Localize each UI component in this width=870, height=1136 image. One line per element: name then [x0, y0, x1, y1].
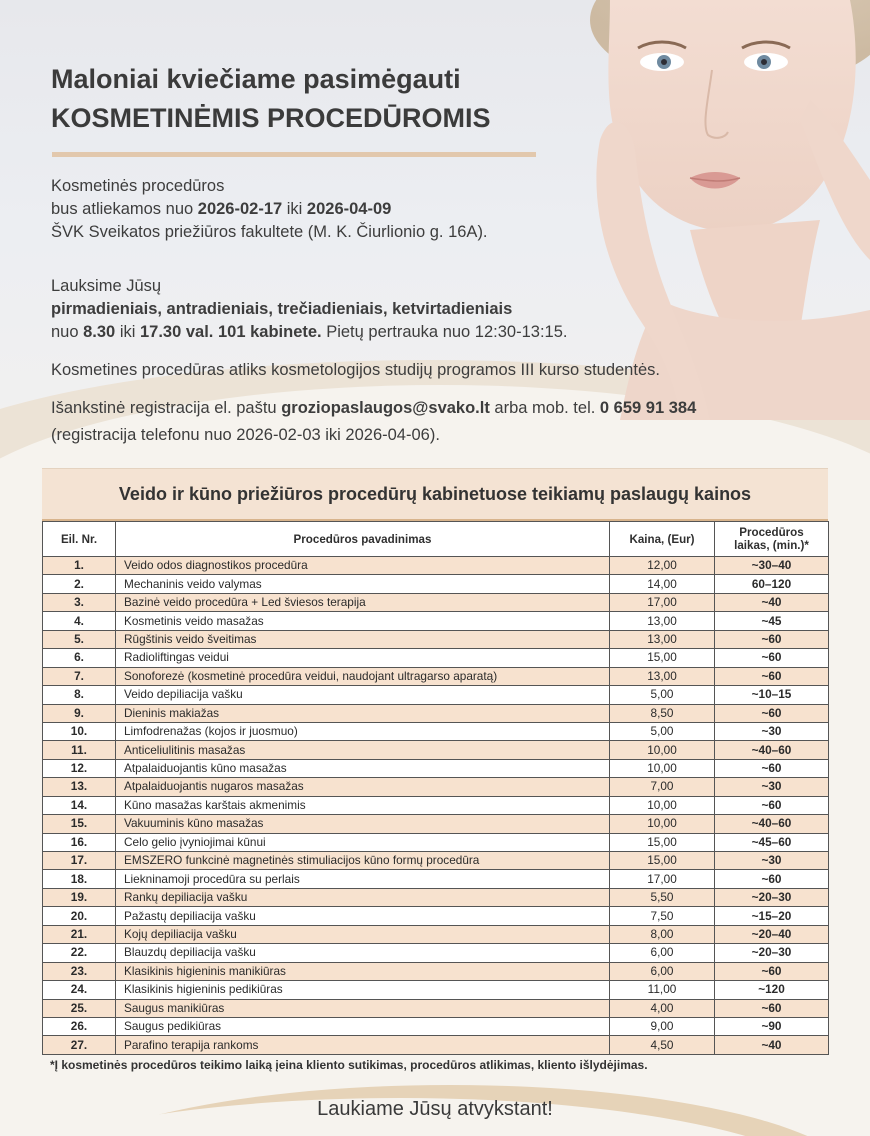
cell-price: 13,00 [610, 630, 715, 648]
cell-price: 17,00 [610, 870, 715, 888]
info-line-registration-period: (registracija telefonu nuo 2026-02-03 iki 2026-04-06). [51, 426, 440, 444]
table-row [43, 1017, 829, 1035]
cell-price: 8,00 [610, 925, 715, 943]
cell-price: 6,00 [610, 962, 715, 980]
cell-nr: 27. [43, 1036, 116, 1054]
price-table-title: Veido ir kūno priežiūros procedūrų kabinetuose teikiamų paslaugų kainos [42, 468, 828, 521]
table-row [43, 870, 829, 888]
cell-nr: 1. [43, 557, 116, 575]
cell-duration: ~20–30 [715, 944, 829, 962]
closing-message: Laukiame Jūsų atvykstant! [317, 1098, 553, 1120]
table-row [43, 778, 829, 796]
cell-nr: 20. [43, 907, 116, 925]
cell-nr: 21. [43, 925, 116, 943]
cell-duration: ~60 [715, 759, 829, 777]
cell-nr: 22. [43, 944, 116, 962]
price-table [42, 521, 829, 1055]
table-row [43, 722, 829, 740]
table-row [43, 999, 829, 1017]
cell-price: 15,00 [610, 852, 715, 870]
cell-duration: ~40–60 [715, 741, 829, 759]
cell-procedure-name: Veido odos diagnostikos procedūra [116, 557, 610, 575]
cell-procedure-name: Atpalaiduojantis nugaros masažas [116, 778, 610, 796]
cell-price: 5,00 [610, 686, 715, 704]
cell-procedure-name: Limfodrenažas (kojos ir juosmuo) [116, 722, 610, 740]
table-row [43, 649, 829, 667]
info-procedures-text: Kosmetinės procedūros [51, 177, 225, 195]
cell-price: 15,00 [610, 833, 715, 851]
column-header-time [715, 522, 829, 557]
cell-price: 5,50 [610, 888, 715, 906]
table-row [43, 925, 829, 943]
table-row [43, 833, 829, 851]
table-row [43, 852, 829, 870]
cell-duration: ~60 [715, 962, 829, 980]
headline-line-1: Maloniai kviečiame pasimėgauti [51, 64, 461, 94]
cell-nr: 19. [43, 888, 116, 906]
registration-email-link[interactable]: groziopaslaugos@svako.lt [281, 399, 490, 417]
table-row [43, 686, 829, 704]
cell-price: 13,00 [610, 667, 715, 685]
price-table-body [43, 557, 829, 1055]
hours-to-room: 17.30 val. 101 kabinete. [140, 323, 322, 341]
cell-duration: ~60 [715, 704, 829, 722]
cell-procedure-name: Mechaninis veido valymas [116, 575, 610, 593]
cell-duration: ~60 [715, 630, 829, 648]
cell-duration: ~60 [715, 649, 829, 667]
cell-procedure-name: Saugus pedikiūras [116, 1017, 610, 1035]
headline-divider [52, 152, 536, 157]
cell-price: 12,00 [610, 557, 715, 575]
cell-procedure-name: Vakuuminis kūno masažas [116, 815, 610, 833]
cell-duration: ~30 [715, 852, 829, 870]
table-row [43, 704, 829, 722]
hours-prefix: nuo [51, 323, 84, 341]
table-row [43, 741, 829, 759]
cell-price: 13,00 [610, 612, 715, 630]
cell-duration: ~60 [715, 870, 829, 888]
cell-price: 4,50 [610, 1036, 715, 1054]
headline-line-2: KOSMETINĖMIS PROCEDŪROMIS [51, 103, 491, 133]
cell-nr: 3. [43, 593, 116, 611]
cell-duration: ~60 [715, 667, 829, 685]
cell-nr: 14. [43, 796, 116, 814]
cell-nr: 26. [43, 1017, 116, 1035]
cell-nr: 18. [43, 870, 116, 888]
cell-duration: ~120 [715, 981, 829, 999]
info-line-wait: Lauksime Jūsų [51, 277, 162, 295]
cell-procedure-name: Pažastų depiliacija vašku [116, 907, 610, 925]
table-row [43, 981, 829, 999]
cell-nr: 15. [43, 815, 116, 833]
cell-price: 10,00 [610, 741, 715, 759]
cell-duration: ~60 [715, 999, 829, 1017]
cell-price: 10,00 [610, 815, 715, 833]
cell-procedure-name: Sonoforezė (kosmetinė procedūra veidui, naudojant ultragarso aparatą) [116, 667, 610, 685]
cell-duration: ~45 [715, 612, 829, 630]
cell-duration: ~40 [715, 593, 829, 611]
column-header-time-line2: laikas, (min.)* [734, 539, 809, 552]
info-line-location: ŠVK Sveikatos priežiūros fakultete (M. K. Čiurlionio g. 16A). [51, 223, 488, 241]
table-row [43, 612, 829, 630]
cell-duration: 60–120 [715, 575, 829, 593]
cell-procedure-name: Veido depiliacija vašku [116, 686, 610, 704]
cell-procedure-name: Rūgštinis veido šveitimas [116, 630, 610, 648]
table-row [43, 557, 829, 575]
cell-price: 10,00 [610, 796, 715, 814]
cell-price: 6,00 [610, 944, 715, 962]
cell-duration: ~20–40 [715, 925, 829, 943]
info-line-registration [51, 397, 696, 419]
cell-duration: ~40–60 [715, 815, 829, 833]
info-line-students: Kosmetines procedūras atliks kosmetologijos studijų programos III kurso studentės. [51, 361, 660, 379]
cell-procedure-name: Atpalaiduojantis kūno masažas [116, 759, 610, 777]
start-date: 2026-02-17 [197, 200, 283, 218]
table-row [43, 962, 829, 980]
info-dates-prefix: bus atliekamos nuo [51, 200, 198, 218]
column-header-name: Procedūros pavadinimas [116, 522, 610, 557]
info-line-dates [51, 198, 391, 220]
table-row [43, 575, 829, 593]
cell-price: 7,00 [610, 778, 715, 796]
cell-nr: 4. [43, 612, 116, 630]
cell-duration: ~45–60 [715, 833, 829, 851]
cell-nr: 24. [43, 981, 116, 999]
cell-procedure-name: Klasikinis higieninis manikiūras [116, 962, 610, 980]
table-row [43, 593, 829, 611]
cell-nr: 7. [43, 667, 116, 685]
cell-procedure-name: Kūno masažas karštais akmenimis [116, 796, 610, 814]
column-header-price: Kaina, (Eur) [610, 522, 715, 557]
cell-duration: ~30–40 [715, 557, 829, 575]
cell-duration: ~20–30 [715, 888, 829, 906]
table-row [43, 667, 829, 685]
cell-price: 9,00 [610, 1017, 715, 1035]
cell-procedure-name: Bazinė veido procedūra + Led šviesos terapija [116, 593, 610, 611]
cell-nr: 9. [43, 704, 116, 722]
cell-nr: 6. [43, 649, 116, 667]
info-line-hours [51, 321, 567, 343]
cell-price: 4,00 [610, 999, 715, 1017]
column-header-time-line1: Procedūros [739, 526, 804, 539]
table-row [43, 888, 829, 906]
cell-procedure-name: Anticeliulitinis masažas [116, 741, 610, 759]
lunch-break: Pietų pertrauka nuo 12:30-13:15. [321, 323, 568, 341]
cell-procedure-name: Klasikinis higieninis pedikiūras [116, 981, 610, 999]
cell-duration: ~40 [715, 1036, 829, 1054]
cell-price: 8,50 [610, 704, 715, 722]
cell-nr: 17. [43, 852, 116, 870]
cell-procedure-name: Radioliftingas veidui [116, 649, 610, 667]
registration-phone-link[interactable]: 0 659 91 384 [599, 399, 697, 417]
cell-procedure-name: Rankų depiliacija vašku [116, 888, 610, 906]
cell-duration: ~15–20 [715, 907, 829, 925]
cell-procedure-name: Dieninis makiažas [116, 704, 610, 722]
cell-nr: 11. [43, 741, 116, 759]
cell-price: 15,00 [610, 649, 715, 667]
cell-price: 7,50 [610, 907, 715, 925]
hours-from: 8.30 [83, 323, 116, 341]
table-row [43, 796, 829, 814]
table-row [43, 759, 829, 777]
cell-procedure-name: Kojų depiliacija vašku [116, 925, 610, 943]
cell-procedure-name: Liekninamoji procedūra su perlais [116, 870, 610, 888]
table-row [43, 815, 829, 833]
table-row [43, 630, 829, 648]
cell-price: 11,00 [610, 981, 715, 999]
cell-nr: 5. [43, 630, 116, 648]
table-row [43, 907, 829, 925]
info-dates-mid: iki [282, 200, 307, 218]
cell-price: 10,00 [610, 759, 715, 777]
cell-duration: ~10–15 [715, 686, 829, 704]
cell-duration: ~90 [715, 1017, 829, 1035]
cell-procedure-name: Kosmetinis veido masažas [116, 612, 610, 630]
cell-procedure-name: Saugus manikiūras [116, 999, 610, 1017]
cell-duration: ~30 [715, 778, 829, 796]
cell-nr: 8. [43, 686, 116, 704]
table-row [43, 1036, 829, 1054]
cell-price: 5,00 [610, 722, 715, 740]
cell-procedure-name: Celo gelio įvyniojimai kūnui [116, 833, 610, 851]
footnote: *Į kosmetinės procedūros teikimo laiką įeina kliento sutikimas, procedūros atlikimas, kliento išlydėjimas. [50, 1058, 648, 1072]
cell-procedure-name: EMSZERO funkcinė magnetinės stimuliacijos kūno formų procedūra [116, 852, 610, 870]
cell-nr: 23. [43, 962, 116, 980]
column-header-nr: Eil. Nr. [43, 522, 116, 557]
cell-duration: ~60 [715, 796, 829, 814]
table-row [43, 944, 829, 962]
cell-nr: 12. [43, 759, 116, 777]
cell-nr: 13. [43, 778, 116, 796]
cell-duration: ~30 [715, 722, 829, 740]
cell-nr: 2. [43, 575, 116, 593]
cell-price: 17,00 [610, 593, 715, 611]
cell-nr: 25. [43, 999, 116, 1017]
cell-price: 14,00 [610, 575, 715, 593]
info-line-days: pirmadieniais, antradieniais, trečiadieniais, ketvirtadieniais [51, 300, 513, 318]
cell-procedure-name: Parafino terapija rankoms [116, 1036, 610, 1054]
price-table-section [42, 468, 828, 1055]
registration-prefix: Išankstinė registracija el. paštu [51, 399, 282, 417]
end-date: 2026-04-09 [306, 200, 392, 218]
hours-mid: iki [115, 323, 140, 341]
price-table-header-row [43, 522, 829, 557]
cell-nr: 10. [43, 722, 116, 740]
info-line-procedures [51, 175, 224, 197]
cell-nr: 16. [43, 833, 116, 851]
cell-procedure-name: Blauzdų depiliacija vašku [116, 944, 610, 962]
registration-mid: arba mob. tel. [489, 399, 600, 417]
